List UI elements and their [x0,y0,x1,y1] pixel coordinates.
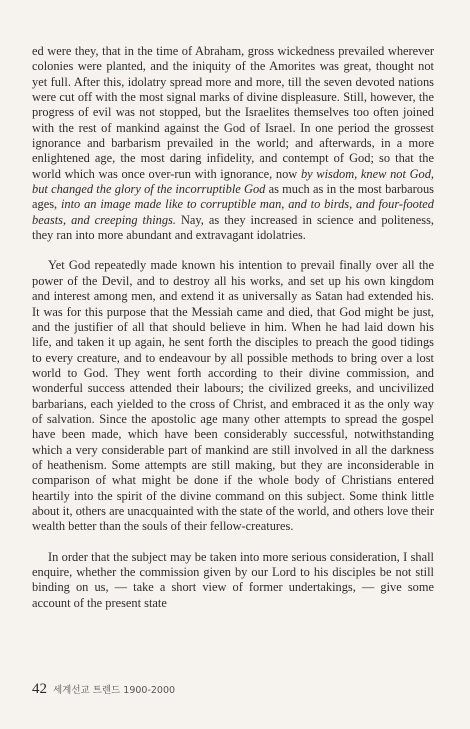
italic-quotation: into an image made like to corruptible man, and to birds, and four-footed beasts, and creeping things. [32,197,434,227]
italic-quotation: by wisdom, knew not God, but changed the glory of the incorruptible God [32,166,435,197]
body-text [32,44,434,611]
text-run: ed were they, that in the time of Abraham, gross wickedness prevailed wherever colonies were planted, and the iniquity of the Amorites was great, thought not yet full. After this, idolatry spread more and more, till the seven devoted nations were cut off with the most signal marks of divine displeasure. Still, however, the progress of evil was not stopped, but the Israelites themselves too often joined with the rest of mankind against the God of Israel. In one period the grossest ignorance and barbarism prevailed in the world; and afterwards, in a more enlightened age, the most daring infidelity, and contempt of God; so that the world which was once over-run with ignorance, now [32,44,434,181]
text-run: In order that the subject may be taken into more serious consideration, I shall enquire, whether the commission given by our Lord to his disciples be not still binding on us, — take a short view of former undertakings, — give some account of the present state [32,549,434,610]
text-run: Yet God repeatedly made known his intention to prevail finally over all the power of the Devil, and to destroy all his works, and set up his own kingdom and interest among men, and extend it as universally as Satan had extended his. It was for this purpose that the Messiah came and died, that God might be just, and the justifier of all that should believe in him. When he had laid down his life, and taken it up again, he sent forth the disciples to preach the good tidings to every creature, and to endeavour by all possible methods to bring over a lost world to God. They went forth according to their divine commission, and wonderful success attended their labours; the civilized greeks, and uncivilized barbarians, each yielded to the cross of Christ, and embraced it as the only way of salvation. Since the apostolic age many other attempts to spread the gospel have been made, which have been considerably successful, notwithstanding which a very considerable part of mankind are still involved in all the darkness of heathenism. Some attempts are still making, but they are inconsiderable in comparison of what might be done if the whole body of Christians entered heartily into the spirit of the divine command on this subject. Some think little about it, others are unacquainted with the state of the world, and others love their wealth better than the souls of their fellow-creatures. [32,258,434,534]
page-number: 42 [32,681,47,697]
paragraph [32,44,434,243]
running-title: 세계선교 트렌드 1900-2000 [53,685,176,696]
paragraph [32,258,434,534]
paragraph [32,550,434,611]
page-footer [32,681,175,698]
text-run: Nay, as they increased in science and politeness, they ran into more abundant and extravagant idolatries. [32,212,434,243]
text-run: as much as in the most barbarous ages, [32,182,434,212]
